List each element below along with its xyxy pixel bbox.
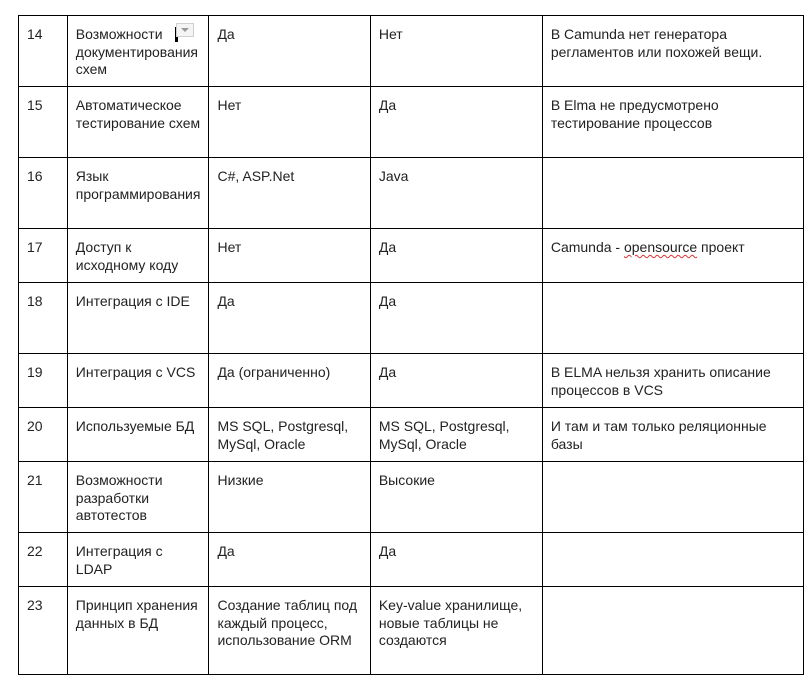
row-number: 15 bbox=[19, 87, 68, 158]
elma-cell: Да bbox=[209, 16, 370, 87]
spellcheck-word[interactable]: opensource bbox=[623, 239, 698, 255]
elma-cell: Создание таблиц под каждый процесс, использование ORM bbox=[209, 587, 370, 675]
table-row bbox=[19, 158, 804, 229]
row-number: 19 bbox=[19, 354, 68, 408]
camunda-cell: Да bbox=[370, 229, 542, 283]
feature-cell: Доступ к исходному коду bbox=[67, 229, 209, 283]
table-row bbox=[19, 16, 804, 87]
cell-dropdown-icon[interactable] bbox=[176, 23, 194, 37]
elma-cell: Нет bbox=[209, 229, 370, 283]
feature-cell: Интеграция с IDE bbox=[67, 283, 209, 354]
comparison-table bbox=[18, 15, 804, 675]
camunda-cell: MS SQL, Postgresql, MySql, Oracle bbox=[370, 408, 542, 462]
note-suffix: проект bbox=[697, 239, 745, 255]
elma-cell: Да bbox=[209, 283, 370, 354]
camunda-cell: Да bbox=[370, 283, 542, 354]
elma-cell: Низкие bbox=[209, 462, 370, 533]
note-prefix: Camunda - bbox=[550, 239, 624, 255]
table-row bbox=[19, 283, 804, 354]
note-cell bbox=[542, 229, 803, 283]
elma-cell: Нет bbox=[209, 87, 370, 158]
row-number: 22 bbox=[19, 533, 68, 587]
note-cell: В ELMA нельзя хранить описание процессов в VCS bbox=[542, 354, 803, 408]
feature-cell: Автоматическое тестирование схем bbox=[67, 87, 209, 158]
row-number: 18 bbox=[19, 283, 68, 354]
feature-cell: Принцип хранения данных в БД bbox=[67, 587, 209, 675]
table-row bbox=[19, 408, 804, 462]
feature-cell: Используемые БД bbox=[67, 408, 209, 462]
feature-cell: Язык программирования bbox=[67, 158, 209, 229]
row-number: 20 bbox=[19, 408, 68, 462]
elma-cell: Да (ограниченно) bbox=[209, 354, 370, 408]
feature-text: Возможности документирования схем bbox=[75, 26, 199, 77]
row-number: 14 bbox=[19, 16, 68, 87]
table-row bbox=[19, 354, 804, 408]
note-cell bbox=[542, 533, 803, 587]
note-cell bbox=[542, 462, 803, 533]
table-row bbox=[19, 587, 804, 675]
camunda-cell: Key-value хранилище, новые таблицы не создаются bbox=[370, 587, 542, 675]
camunda-cell: Java bbox=[370, 158, 542, 229]
feature-cell: Интеграция с LDAP bbox=[67, 533, 209, 587]
row-number: 16 bbox=[19, 158, 68, 229]
elma-cell: Да bbox=[209, 533, 370, 587]
feature-cell: Интеграция с VCS bbox=[67, 354, 209, 408]
table-row bbox=[19, 533, 804, 587]
camunda-cell: Нет bbox=[370, 16, 542, 87]
camunda-cell: Да bbox=[370, 87, 542, 158]
camunda-cell: Высокие bbox=[370, 462, 542, 533]
row-number: 21 bbox=[19, 462, 68, 533]
camunda-cell: Да bbox=[370, 533, 542, 587]
note-cell bbox=[542, 587, 803, 675]
note-cell: В Elma не предусмотрено тестирование процессов bbox=[542, 87, 803, 158]
table-row bbox=[19, 87, 804, 158]
note-cell bbox=[542, 283, 803, 354]
note-cell bbox=[542, 158, 803, 229]
elma-cell: MS SQL, Postgresql, MySql, Oracle bbox=[209, 408, 370, 462]
feature-cell: Возможности разработки автотестов bbox=[67, 462, 209, 533]
table-row bbox=[19, 229, 804, 283]
row-number: 17 bbox=[19, 229, 68, 283]
elma-cell: C#, ASP.Net bbox=[209, 158, 370, 229]
feature-cell[interactable] bbox=[67, 16, 209, 87]
table-row bbox=[19, 462, 804, 533]
camunda-cell: Да bbox=[370, 354, 542, 408]
note-cell: И там и там только реляционные базы bbox=[542, 408, 803, 462]
note-cell: В Camunda нет генератора регламентов или похожей вещи. bbox=[542, 16, 803, 87]
row-number: 23 bbox=[19, 587, 68, 675]
